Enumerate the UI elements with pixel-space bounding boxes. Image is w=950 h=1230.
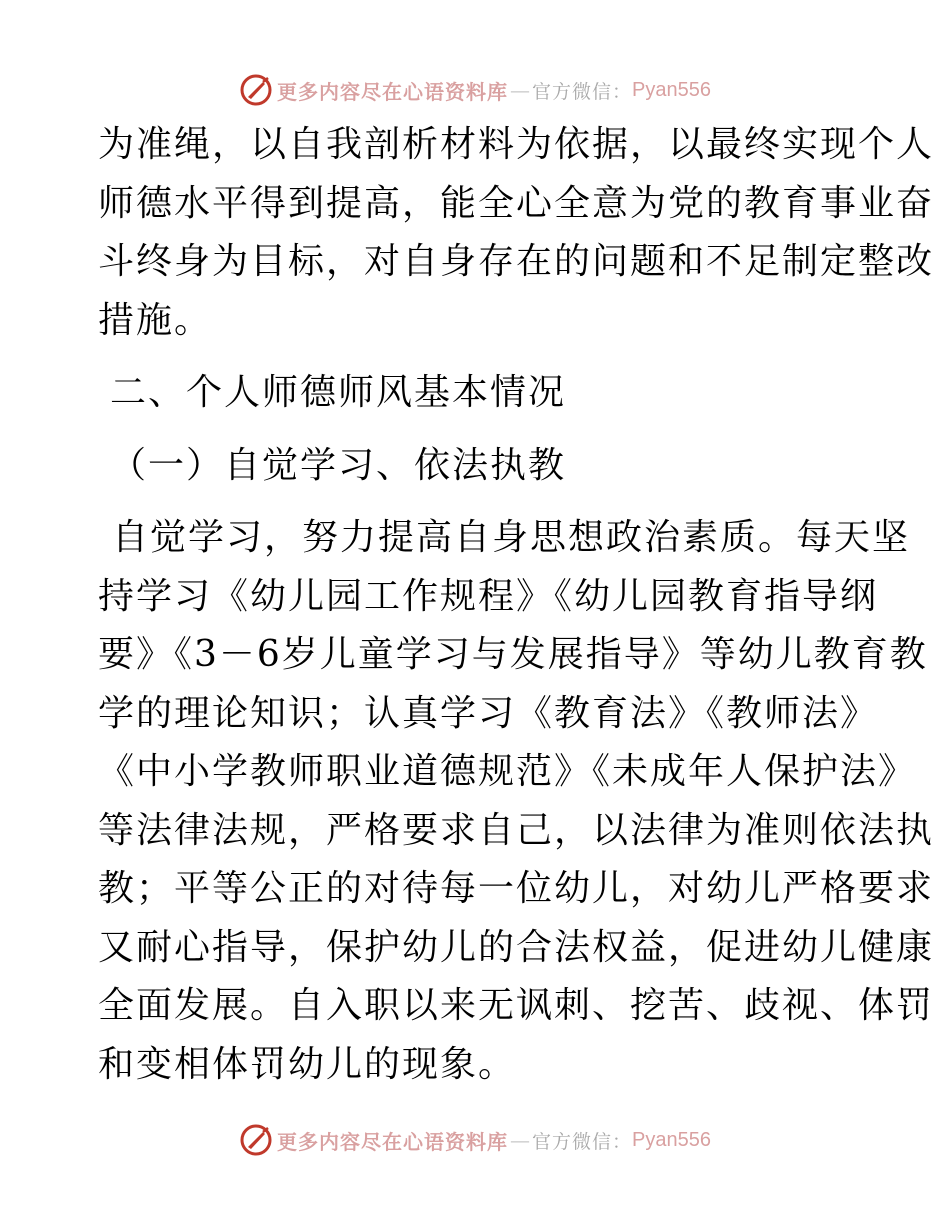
text-line: 为准绳，以自我剖析材料为依据，以最终实现个人 — [98, 124, 935, 165]
text-line: 《中小学教师职业道德规范》《未成年人保护法》 — [98, 751, 917, 792]
header-banner — [0, 70, 950, 110]
footer-banner — [0, 1120, 950, 1160]
header-brand-text: 更多内容尽在心语资料库 — [277, 79, 508, 104]
text-line: 又耐心指导，保护幼儿的合法权益，促进幼儿健康 — [98, 926, 935, 968]
quill-logo-icon — [239, 73, 273, 107]
text-line: 师德水平得到提高，能全心全意为党的教育事业奋 — [98, 182, 935, 224]
text-line: 全面发展。自入职以来无讽刺、挖苦、歧视、体罚 — [98, 985, 935, 1026]
quill-logo-icon — [239, 1123, 273, 1157]
document-body — [98, 116, 935, 1094]
text-line: 自觉学习，努力提高自身思想政治素质。每天坚 — [112, 517, 911, 558]
subsection-heading: （一）自觉学习、依法执教 — [110, 444, 567, 486]
text-line: 学的理论知识；认真学习《教育法》《教师法》 — [98, 692, 879, 734]
text-line: 措施。 — [98, 299, 213, 341]
header-separator: — — [510, 78, 530, 102]
text-line: 教；平等公正的对待每一位幼儿，对幼儿严格要求 — [98, 868, 935, 909]
footer-wechat-handle: Pyan556 — [632, 1128, 711, 1151]
text-line: 等法律法规，严格要求自己，以法律为准则依法执 — [98, 809, 935, 851]
text-line: 和变相体罚幼儿的现象。 — [98, 1043, 517, 1085]
text-line: 持学习《幼儿园工作规程》《幼儿园教育指导纲 — [98, 575, 879, 617]
header-wechat-label: 官方微信： — [532, 80, 633, 103]
footer-separator: — — [510, 1128, 530, 1152]
footer-brand-text: 更多内容尽在心语资料库 — [277, 1129, 508, 1154]
text-line: 要》《3－6岁儿童学习与发展指导》等幼儿教育教 — [98, 634, 928, 675]
paragraph-1 — [98, 116, 935, 350]
text-line: 斗终身为目标，对自身存在的问题和不足制定整改 — [98, 241, 935, 282]
header-wechat-handle: Pyan556 — [632, 78, 711, 101]
footer-wechat-label: 官方微信： — [532, 1130, 633, 1153]
section-heading: 二、个人师德师风基本情况 — [110, 372, 567, 413]
paragraph-2 — [98, 509, 935, 1094]
